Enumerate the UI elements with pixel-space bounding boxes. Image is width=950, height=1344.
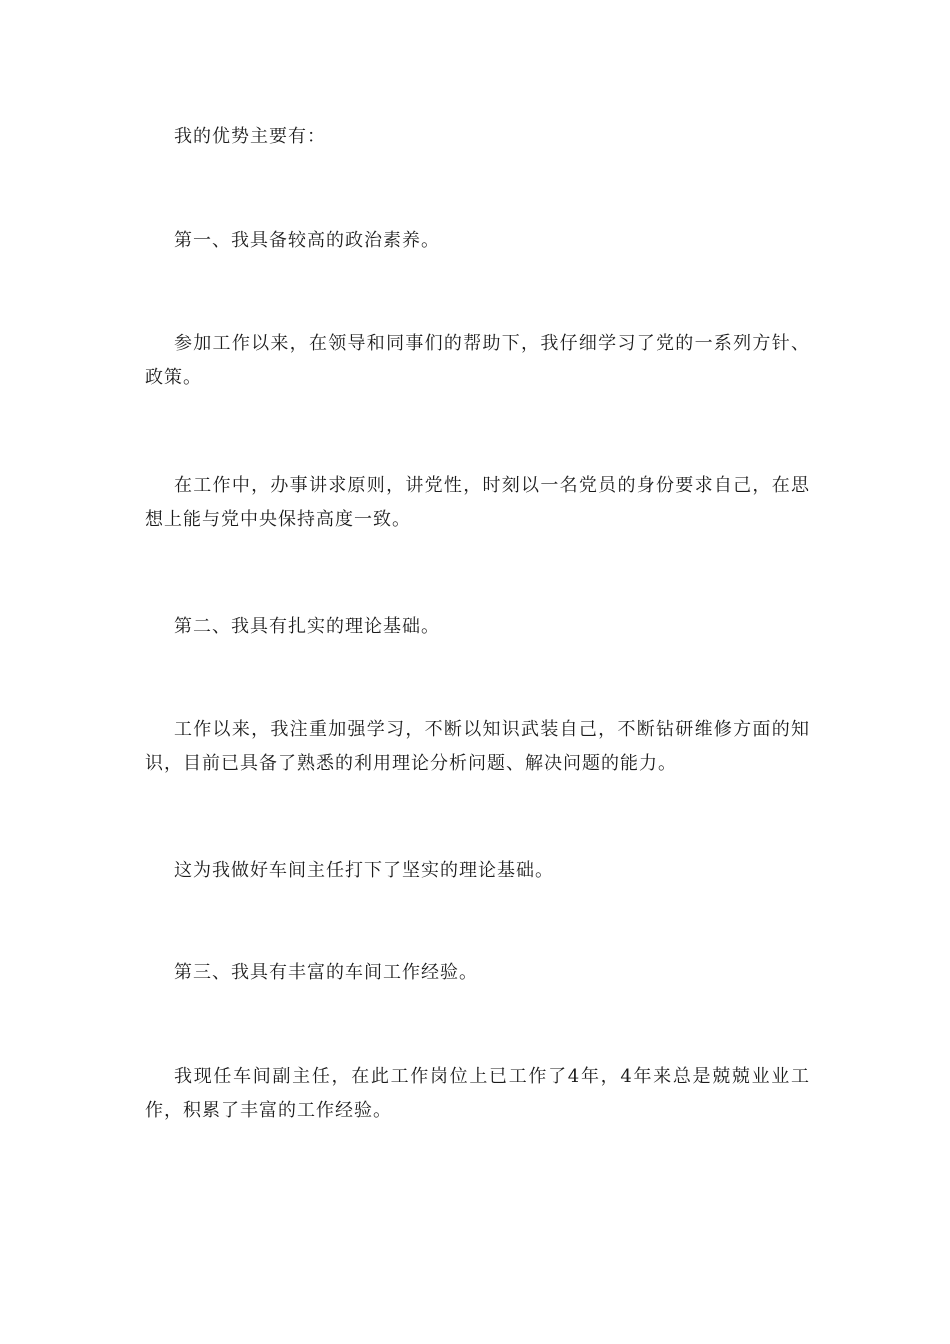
paragraph-second-point: 第二、我具有扎实的理论基础。 — [174, 616, 440, 637]
paragraph-foundation: 这为我做好车间主任打下了坚实的理论基础。 — [174, 860, 554, 881]
paragraph-experience: 我现任车间副主任，在此工作岗位上已工作了4年，4年来总是兢兢业业工作，积累了丰富的工作经验。 — [145, 1066, 810, 1121]
paragraph-third-point: 第三、我具有丰富的车间工作经验。 — [174, 962, 478, 983]
paragraph-political-study: 参加工作以来，在领导和同事们的帮助下，我仔细学习了党的一系列方针、政策。 — [145, 333, 810, 388]
paragraph-learning: 工作以来，我注重加强学习，不断以知识武装自己，不断钻研维修方面的知识，目前已具备了熟悉的利用理论分析问题、解决问题的能力。 — [145, 719, 810, 774]
paragraph-advantages-intro: 我的优势主要有： — [174, 126, 326, 147]
paragraph-first-point: 第一、我具备较高的政治素养。 — [174, 230, 440, 251]
paragraph-work-principles: 在工作中，办事讲求原则，讲党性，时刻以一名党员的身份要求自己，在思想上能与党中央保持高度一致。 — [145, 475, 810, 530]
